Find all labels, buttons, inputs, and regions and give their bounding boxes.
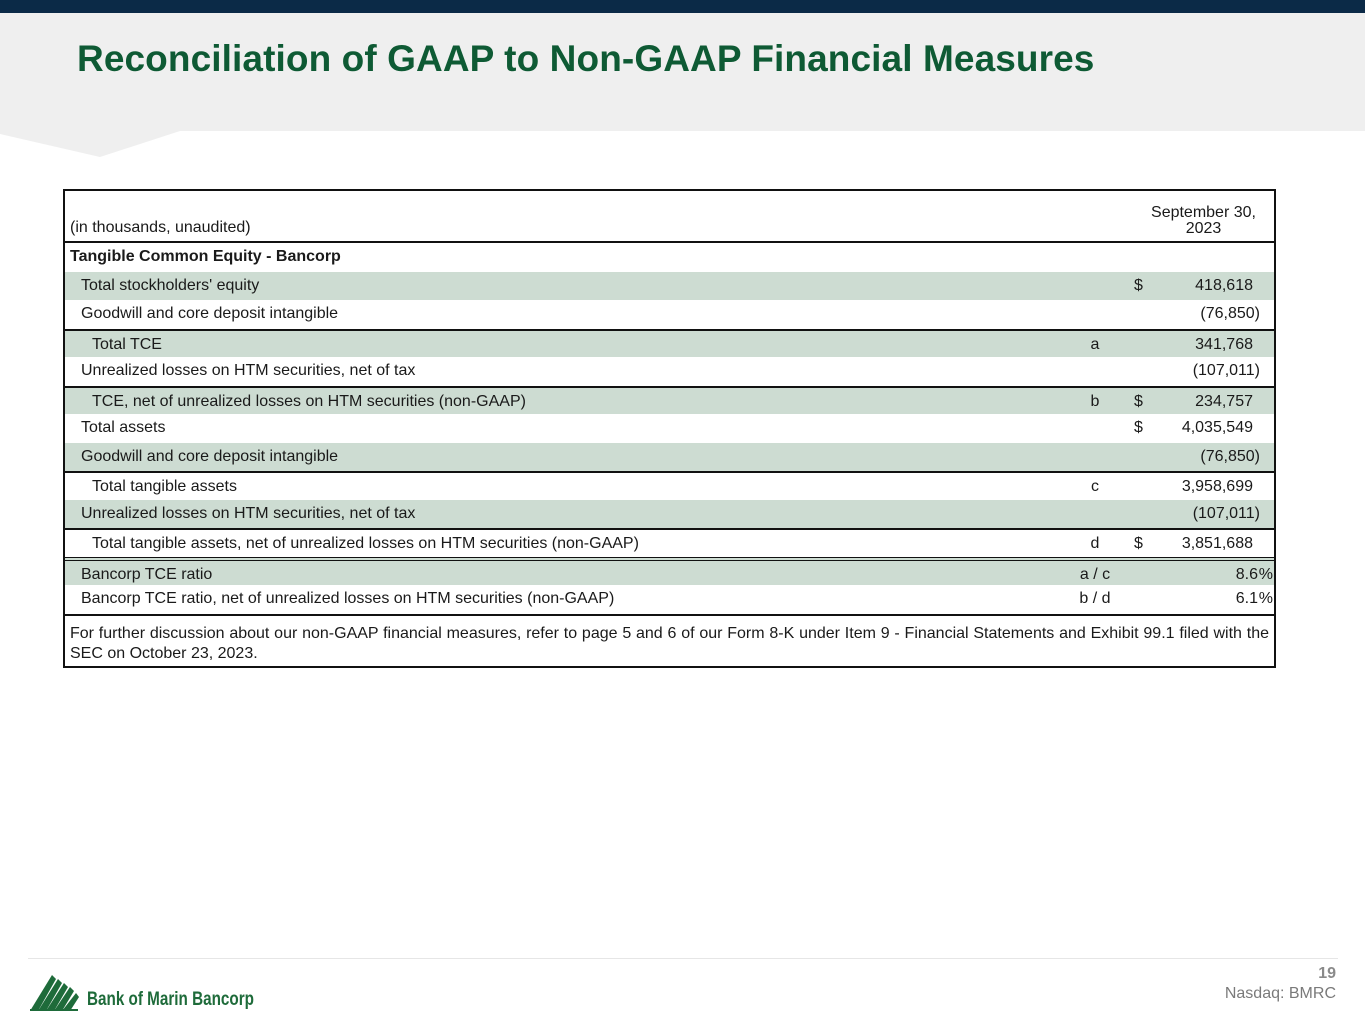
top-navy-bar (0, 0, 1365, 13)
row-value: (76,850) (1200, 305, 1260, 322)
column-header-line1: September 30, (1151, 204, 1256, 221)
table-row (65, 386, 1274, 415)
percent-sign: % (1258, 565, 1273, 583)
row-value: (107,011) (1192, 504, 1260, 522)
row-label: TCE, net of unrealized losses on HTM securities (non-GAAP) (92, 392, 526, 410)
table-row (65, 500, 1274, 529)
table-header (65, 191, 1274, 243)
row-value: (107,011) (1192, 362, 1260, 379)
footer-divider (28, 958, 1338, 959)
table-row (65, 585, 1274, 614)
currency-symbol: $ (1134, 535, 1143, 552)
row-label: Bancorp TCE ratio, net of unrealized losses on HTM securities (non-GAAP) (81, 590, 615, 607)
row-label: Total assets (81, 419, 166, 436)
column-header-date (1135, 205, 1272, 237)
currency-symbol: $ (1134, 419, 1143, 436)
section-title: Tangible Common Equity - Bancorp (70, 248, 341, 265)
row-label: Goodwill and core deposit intangible (81, 305, 339, 322)
currency-symbol: $ (1134, 276, 1143, 294)
row-ref: b / d (1079, 590, 1111, 607)
page-number: 19 (1318, 965, 1336, 982)
row-value: 6.1 (1235, 590, 1258, 607)
bank-logo (30, 973, 260, 1013)
header-notch-decoration (0, 131, 200, 157)
page-title: Reconciliation of GAAP to Non-GAAP Financial Measures (77, 38, 1095, 79)
logo-text: Bank of Marin Bancorp (87, 989, 254, 1010)
percent-sign: % (1258, 590, 1273, 607)
row-label: Total tangible assets (92, 478, 237, 495)
currency-symbol: $ (1134, 392, 1143, 410)
row-label: Unrealized losses on HTM securities, net of tax (81, 362, 416, 379)
table-row (65, 557, 1274, 586)
row-value: 8.6 (1235, 565, 1258, 583)
row-value: 341,768 (1195, 335, 1253, 353)
row-value: 3,958,699 (1181, 478, 1253, 495)
table-row (65, 414, 1274, 443)
table-row (65, 329, 1274, 358)
row-label: Total stockholders' equity (81, 276, 260, 294)
row-ref: a / c (1079, 565, 1111, 583)
column-header-line2: 2023 (1185, 220, 1222, 237)
reconciliation-table (63, 189, 1276, 668)
row-ref: c (1091, 478, 1099, 495)
row-label: Goodwill and core deposit intangible (81, 447, 339, 465)
row-label: Bancorp TCE ratio (81, 565, 213, 583)
row-label: Total TCE (92, 335, 162, 353)
row-value: 3,851,688 (1181, 535, 1253, 552)
row-ref: d (1090, 535, 1100, 552)
row-label: Total tangible assets, net of unrealized losses on HTM securities (non-GAAP) (92, 535, 639, 552)
unit-label: (in thousands, unaudited) (70, 219, 251, 236)
table-row (65, 272, 1274, 301)
table-row (65, 528, 1274, 557)
table-footnote: For further discussion about our non-GAAP financial measures, refer to page 5 and 6 of our Form 8-K under Item 9 - Financial Statements and Exhibit 99.1 filed with the SEC on October 23, 2023. (65, 614, 1274, 666)
table-row (65, 443, 1274, 472)
table-row (65, 471, 1274, 500)
row-ref: a (1090, 335, 1100, 353)
section-title-row (65, 243, 1274, 272)
row-ref: b (1090, 392, 1100, 410)
row-value: 234,757 (1195, 392, 1253, 410)
table-row (65, 300, 1274, 329)
ticker-label: Nasdaq: BMRC (1224, 985, 1336, 1002)
row-value: (76,850) (1200, 447, 1260, 465)
row-value: 4,035,549 (1181, 419, 1253, 436)
row-value: 418,618 (1195, 276, 1253, 294)
row-label: Unrealized losses on HTM securities, net of tax (81, 504, 416, 522)
table-row (65, 357, 1274, 386)
